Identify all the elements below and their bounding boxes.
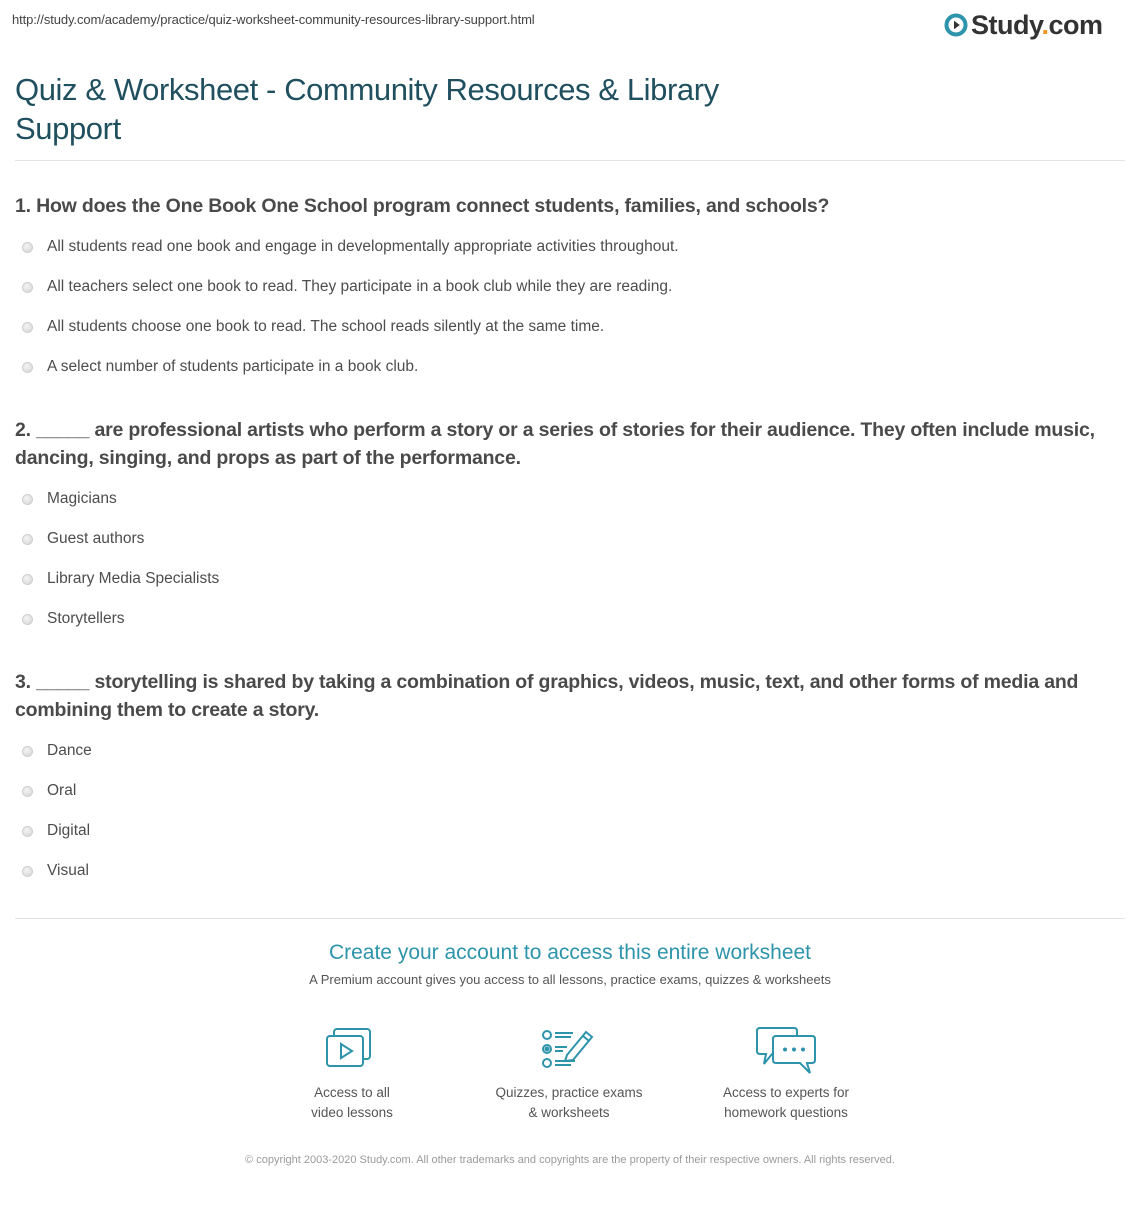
answer-option[interactable] [22,307,679,347]
option-label: Library Media Specialists [47,570,220,587]
question-1: 1. How does the One Book One School program connect students, families, and schools? [15,195,830,217]
video-lessons-icon [320,1025,384,1077]
answer-option[interactable] [22,519,219,559]
answer-option[interactable] [22,479,219,519]
answer-option[interactable] [22,811,92,851]
option-label: Guest authors [47,530,145,547]
answer-option[interactable] [22,599,219,639]
feature-label-line: homework questions [724,1105,848,1120]
question-3: 3. _____ storytelling is shared by taking a combination of graphics, videos, music, text, and other forms of media and combining them to create a story. [15,671,1079,721]
radio-button-icon[interactable] [22,574,33,585]
chat-bubbles-icon [754,1025,818,1077]
option-label: All students choose one book to read. The school reads silently at the same time. [47,318,605,335]
radio-button-icon[interactable] [22,242,33,253]
radio-button-icon[interactable] [22,746,33,757]
title-divider [15,160,1125,161]
radio-button-icon[interactable] [22,614,33,625]
create-account-link[interactable]: Create your account to access this entire worksheet [328,941,812,964]
feature-label-line: Quizzes, practice exams [495,1085,643,1100]
option-label: All teachers select one book to read. They participate in a book club while they are reading. [47,278,673,295]
study-com-logo[interactable] [944,9,1103,41]
radio-button-icon[interactable] [22,534,33,545]
answer-option[interactable] [22,851,92,891]
radio-button-icon[interactable] [22,786,33,797]
answer-option[interactable] [22,227,679,267]
radio-button-icon[interactable] [22,282,33,293]
option-label: Dance [47,742,92,759]
feature-label-line: Access to all [314,1085,390,1100]
page-title: Quiz & Worksheet - Community Resources & Library Support [15,72,719,146]
radio-button-icon[interactable] [22,322,33,333]
questions-divider [15,918,1125,919]
page-url: http://study.com/academy/practice/quiz-worksheet-community-resources-library-support.html [12,12,535,27]
answer-option[interactable] [22,731,92,771]
radio-button-icon[interactable] [22,362,33,373]
feature-experts [686,1025,886,1123]
radio-button-icon[interactable] [22,494,33,505]
radio-button-icon[interactable] [22,826,33,837]
option-label: Magicians [47,490,117,507]
option-label: All students read one book and engage in developmentally appropriate activities throughout. [47,238,679,255]
logo-text: Study.com [971,10,1103,40]
option-label: Digital [47,822,91,839]
question-3-options [22,731,92,891]
logo-dot: . [1041,10,1049,40]
option-label: Oral [47,782,77,799]
top-bar [0,0,1140,50]
feature-quizzes [469,1025,669,1123]
feature-label-line: Access to experts for [722,1085,850,1100]
radio-button-icon[interactable] [22,866,33,877]
feature-label-line: video lessons [311,1105,393,1120]
premium-description: A Premium account gives you access to all lessons, practice exams, quizzes & worksheets [309,972,831,987]
question-2: 2. _____ are professional artists who perform a story or a series of stories for their audience. They often include music, dancing, singing, and props as part of the performance. [15,419,1095,469]
option-label: Visual [47,862,89,879]
play-circle-icon [944,13,968,37]
option-label: Storytellers [47,610,125,627]
question-2-options [22,479,219,639]
feature-video-lessons [252,1025,452,1123]
quiz-checklist-icon [537,1025,601,1077]
question-1-options [22,227,679,387]
answer-option[interactable] [22,771,92,811]
option-label: A select number of students participate in a book club. [47,358,419,375]
answer-option[interactable] [22,267,679,307]
answer-option[interactable] [22,559,219,599]
feature-label-line: & worksheets [528,1105,610,1120]
copyright-notice: © copyright 2003-2020 Study.com. All other trademarks and copyrights are the property of their respective owners. All rights reserved. [245,1154,895,1166]
answer-option[interactable] [22,347,679,387]
